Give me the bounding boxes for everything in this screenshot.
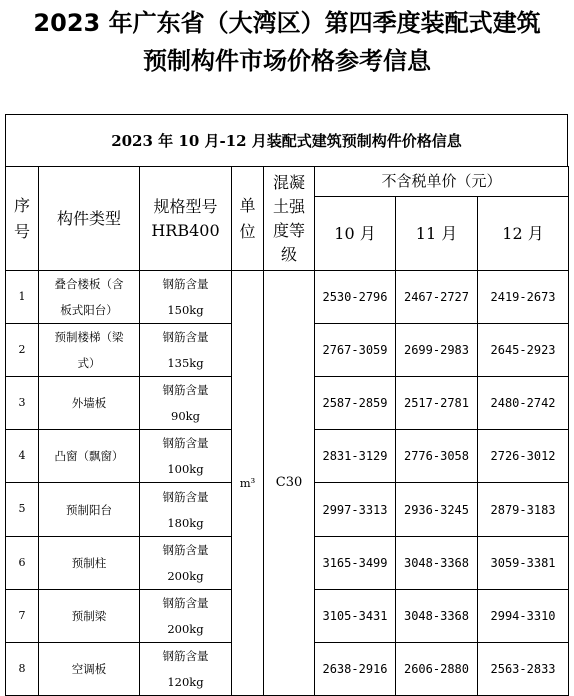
spec-value: 200kg bbox=[167, 569, 204, 583]
component-type bbox=[39, 537, 140, 590]
spec-label: 钢筋含量 bbox=[162, 649, 209, 663]
price-oct: 3105-3431 bbox=[315, 590, 396, 643]
component-type bbox=[39, 483, 140, 537]
spec-cell bbox=[140, 643, 232, 696]
table-row bbox=[6, 271, 569, 324]
spec-cell bbox=[140, 483, 232, 537]
price-oct: 2530-2796 bbox=[315, 271, 396, 324]
component-type-text: 空调板 bbox=[71, 662, 107, 676]
title-line-1: 2023 年广东省（大湾区）第四季度装配式建筑 bbox=[33, 9, 541, 37]
header-grade: 混凝土强度等级 bbox=[264, 167, 315, 271]
price-dec: 3059-3381 bbox=[478, 537, 569, 590]
price-nov: 2606-2880 bbox=[396, 643, 478, 696]
price-dec: 2419-2673 bbox=[478, 271, 569, 324]
component-type-text: 预制阳台 bbox=[66, 502, 112, 517]
price-dec: 2563-2833 bbox=[478, 643, 569, 696]
price-nov: 2699-2983 bbox=[396, 324, 478, 377]
component-type-text: 外墙板 bbox=[71, 396, 107, 410]
grade-cell: C30 bbox=[264, 271, 315, 696]
spec-label: 钢筋含量 bbox=[162, 489, 209, 504]
row-index: 4 bbox=[6, 430, 39, 483]
price-dec: 2994-3310 bbox=[478, 590, 569, 643]
row-index: 5 bbox=[6, 483, 39, 537]
spec-value: 120kg bbox=[167, 675, 204, 689]
price-table bbox=[5, 166, 569, 696]
component-type-text: 凸窗（飘窗） bbox=[54, 449, 124, 463]
spec-label: 钢筋含量 bbox=[162, 383, 209, 397]
price-oct: 3165-3499 bbox=[315, 537, 396, 590]
header-price-group: 不含税单价（元） bbox=[315, 167, 569, 197]
spec-cell bbox=[140, 377, 232, 430]
table-caption: 2023 年 10 月-12 月装配式建筑预制构件价格信息 bbox=[5, 114, 568, 166]
spec-value: 90kg bbox=[171, 409, 200, 423]
spec-value: 200kg bbox=[167, 622, 204, 636]
header-month-oct: 10 月 bbox=[315, 197, 396, 271]
row-index: 6 bbox=[6, 537, 39, 590]
price-dec: 2726-3012 bbox=[478, 430, 569, 483]
header-unit: 单位 bbox=[232, 167, 264, 271]
price-oct: 2638-2916 bbox=[315, 643, 396, 696]
price-dec: 2480-2742 bbox=[478, 377, 569, 430]
component-type bbox=[39, 271, 140, 324]
row-index: 3 bbox=[6, 377, 39, 430]
component-type-text: 叠合楼板（含板式阳台） bbox=[54, 277, 124, 317]
header-spec: 规格型号 HRB400 bbox=[140, 167, 232, 271]
row-index: 7 bbox=[6, 590, 39, 643]
spec-cell bbox=[140, 324, 232, 377]
row-index: 8 bbox=[6, 643, 39, 696]
spec-cell bbox=[140, 590, 232, 643]
spec-cell bbox=[140, 537, 232, 590]
component-type bbox=[39, 590, 140, 643]
price-oct: 2831-3129 bbox=[315, 430, 396, 483]
spec-value: 150kg bbox=[167, 303, 204, 317]
spec-label: 钢筋含量 bbox=[162, 277, 209, 291]
price-nov: 2467-2727 bbox=[396, 271, 478, 324]
component-type bbox=[39, 324, 140, 377]
row-index: 2 bbox=[6, 324, 39, 377]
price-oct: 2997-3313 bbox=[315, 483, 396, 537]
price-nov: 3048-3368 bbox=[396, 590, 478, 643]
price-nov: 3048-3368 bbox=[396, 537, 478, 590]
title-line-2: 预制构件市场价格参考信息 bbox=[143, 47, 431, 75]
spec-value: 100kg bbox=[167, 462, 204, 476]
spec-value: 135kg bbox=[167, 356, 204, 370]
spec-label: 钢筋含量 bbox=[162, 596, 209, 610]
document-title bbox=[0, 4, 574, 80]
price-nov: 2776-3058 bbox=[396, 430, 478, 483]
component-type-text: 预制柱 bbox=[71, 556, 107, 570]
price-oct: 2767-3059 bbox=[315, 324, 396, 377]
price-dec: 2879-3183 bbox=[478, 483, 569, 537]
header-month-dec: 12 月 bbox=[478, 197, 569, 271]
component-type bbox=[39, 643, 140, 696]
spec-label: 钢筋含量 bbox=[162, 436, 209, 450]
header-month-nov: 11 月 bbox=[396, 197, 478, 271]
spec-label: 钢筋含量 bbox=[162, 330, 209, 344]
component-type-text: 预制楼梯（梁式） bbox=[54, 330, 124, 370]
price-dec: 2645-2923 bbox=[478, 324, 569, 377]
price-nov: 2936-3245 bbox=[396, 483, 478, 537]
spec-value: 180kg bbox=[167, 515, 204, 530]
component-type bbox=[39, 430, 140, 483]
price-oct: 2587-2859 bbox=[315, 377, 396, 430]
price-nov: 2517-2781 bbox=[396, 377, 478, 430]
header-type: 构件类型 bbox=[39, 167, 140, 271]
spec-cell bbox=[140, 430, 232, 483]
row-index: 1 bbox=[6, 271, 39, 324]
spec-cell bbox=[140, 271, 232, 324]
unit-cell: m³ bbox=[232, 271, 264, 696]
component-type bbox=[39, 377, 140, 430]
header-index: 序号 bbox=[6, 167, 39, 271]
spec-label: 钢筋含量 bbox=[162, 543, 209, 557]
component-type-text: 预制梁 bbox=[71, 609, 107, 623]
